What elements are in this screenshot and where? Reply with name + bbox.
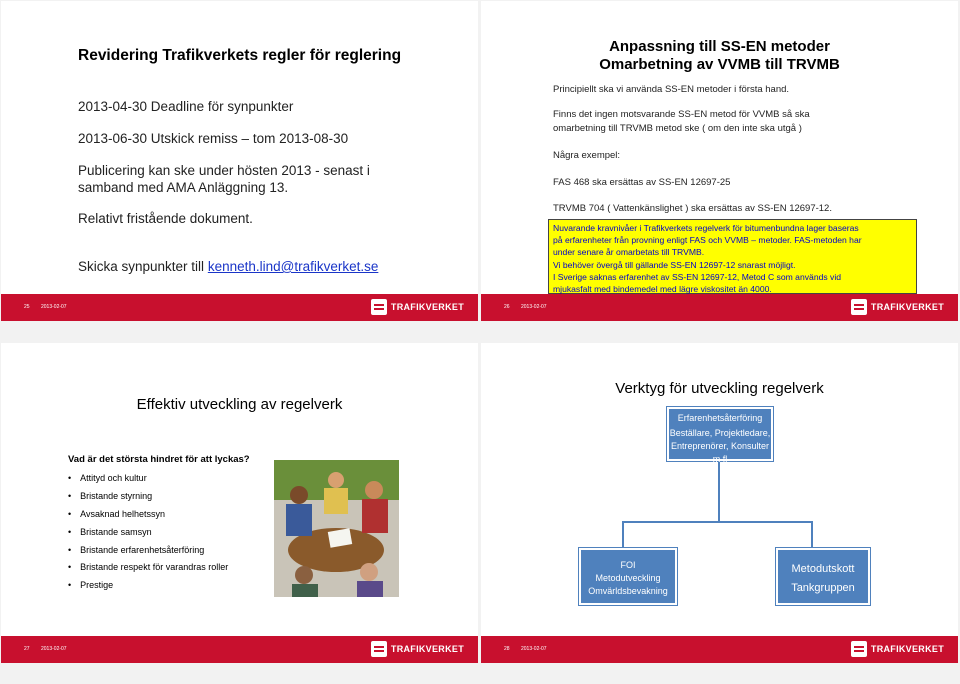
document-line: Relativt fristående dokument. [78, 211, 253, 226]
bullet-item: • Avsaknad helhetssyn [68, 509, 165, 519]
bullet-item: • Bristande styrning [68, 491, 152, 501]
feedback-box-line: m fl [712, 454, 728, 464]
committee-box-line: Metodutskott [791, 563, 855, 575]
connector-left [622, 521, 624, 548]
bullet-item: • Attityd och kultur [68, 473, 147, 483]
example-trvmb: TRVMB 704 ( Vattenkänslighet ) ska ersättas av SS-EN 12697-12. [553, 203, 832, 214]
footer-bar [481, 294, 958, 321]
connector-vertical [718, 461, 720, 521]
logo-icon [851, 299, 867, 315]
publish-line: Publicering kan ske under hösten 2013 - senast i [78, 163, 370, 178]
principle-text: Principiellt ska vi använda SS-EN metoder i första hand. [553, 84, 790, 95]
foi-box-line: Omvärldsbevakning [588, 586, 668, 596]
committee-box-line: Tankgruppen [791, 582, 855, 594]
highlight-line: Vi behöver övergå till gällande SS-EN 12697-12 snarast möjligt. [553, 259, 796, 270]
publish-line-cont: samband med AMA Anläggning 13. [78, 180, 289, 195]
feedback-box-line: Entreprenörer, Konsulter [670, 441, 770, 451]
slide-title [481, 38, 958, 74]
feedback-box-line: Beställare, Projektledare, [669, 428, 771, 438]
logo-text: TRAFIKVERKET [870, 302, 944, 312]
rule-text: Finns det ingen motsvarande SS-EN metod för VVMB så ska [553, 109, 810, 120]
contact-prefix: Skicka synpunkter till [78, 259, 208, 274]
feedback-box-title: Erfarenhetsåterföring [677, 413, 763, 423]
footer-bar [1, 294, 478, 321]
connector-horizontal [622, 521, 813, 523]
slide-number: 28 [504, 646, 510, 652]
trafikverket-logo [371, 299, 464, 315]
connector-right [811, 521, 813, 548]
slide-27 [1, 343, 478, 663]
footer-bar [481, 636, 958, 663]
remiss-line: 2013-06-30 Utskick remiss – tom 2013-08-30 [78, 131, 349, 146]
slide-28 [481, 343, 958, 663]
logo-icon [371, 299, 387, 315]
slide-25 [1, 1, 478, 321]
slide-date: 2013-02-07 [41, 304, 67, 310]
foi-box [579, 548, 677, 605]
trafikverket-logo [851, 299, 944, 315]
slide-date: 2013-02-07 [521, 304, 547, 310]
logo-text: TRAFIKVERKET [390, 644, 464, 654]
feedback-box [667, 407, 773, 464]
slide-26 [481, 1, 958, 321]
highlight-box [548, 219, 917, 294]
bullet-item: • Prestige [68, 580, 113, 590]
slide-title: Verktyg för utveckling regelverk [615, 380, 824, 397]
slide-number: 26 [504, 304, 510, 310]
foi-box-line: Metodutveckling [595, 573, 661, 583]
bullet-item: • Bristande erfarenhetsåterföring [68, 545, 204, 555]
logo-text: TRAFIKVERKET [870, 644, 944, 654]
deadline-line: 2013-04-30 Deadline för synpunkter [78, 99, 294, 114]
slide-date: 2013-02-07 [521, 646, 547, 652]
title-line-1: Anpassning till SS-EN metoder [609, 38, 830, 55]
slide-number: 27 [24, 646, 30, 652]
title-line-2: Omarbetning av VVMB till TRVMB [599, 56, 840, 73]
contact-line [78, 259, 378, 274]
footer-bar [1, 636, 478, 663]
highlight-line: på erfarenheter från provning enligt FAS och VVMB – metoder. FAS-metoden har [553, 235, 862, 246]
slide-title: Effektiv utveckling av regelverk [136, 396, 343, 413]
highlight-line: under senare år omarbetats till TRVMB. [553, 247, 705, 258]
foi-box-line: FOI [620, 560, 636, 570]
examples-heading: Några exempel: [553, 150, 621, 161]
email-link[interactable]: kenneth.lind@trafikverket.se [207, 259, 379, 274]
logo-icon [851, 641, 867, 657]
committee-box [776, 548, 870, 605]
slide-number: 25 [24, 304, 30, 310]
bullet-item: • Bristande respekt för varandras roller [68, 562, 228, 572]
meeting-photo [274, 460, 399, 597]
bullet-item: • Bristande samsyn [68, 527, 152, 537]
highlight-line: Nuvarande kravnivåer i Trafikverkets regelverk för bitumenbundna lager baseras [553, 223, 859, 233]
rule-text-cont: omarbetning till TRVMB metod ske ( om den inte ska utgå ) [553, 123, 802, 134]
logo-icon [371, 641, 387, 657]
slide-date: 2013-02-07 [41, 646, 67, 652]
trafikverket-logo [371, 641, 464, 657]
trafikverket-logo [851, 641, 944, 657]
logo-text: TRAFIKVERKET [390, 302, 464, 312]
slide-title: Revidering Trafikverkets regler för reglering [78, 47, 402, 64]
example-fas: FAS 468 ska ersättas av SS-EN 12697-25 [553, 177, 731, 188]
highlight-line: I Sverige saknas erfarenhet av SS-EN 12697-12, Metod C som används vid [553, 271, 842, 282]
question-heading: Vad är det största hindret för att lyckas? [68, 454, 250, 465]
highlight-line: mjukasfalt med bindemedel med lägre viskositet än 4000. [553, 284, 772, 295]
